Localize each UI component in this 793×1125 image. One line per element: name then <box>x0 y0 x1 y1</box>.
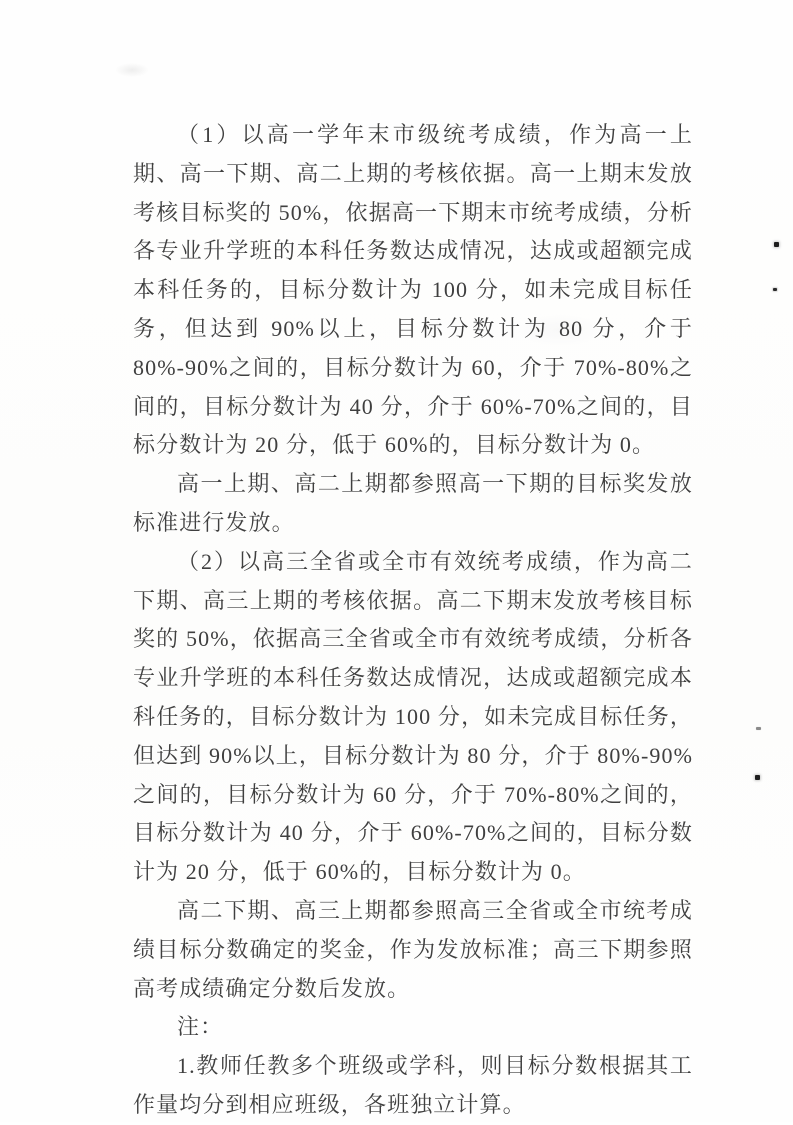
scan-noise-speck <box>755 775 760 780</box>
paragraph-1-criteria-grade1: （1）以高一学年末市级统考成绩，作为高一上期、高一下期、高二上期的考核依据。高一上期末发放考核目标奖的 50%，依据高一下期末市统考成绩，分析各专业升学班的本科任务数达成情况，达成或超额完成本科任务的，目标分数计为 100 分，如未完成目标任务，但达到 90%以上，目标分数计为 80 分，介于 80%-90%之间的，目标分数计为 60，介于 70%-80%之间的，目标分数计为 40 分，介于 60%-70%之间的，目标分数计为 20 分，低于 60%的，目标分数计为 0。 <box>133 122 693 458</box>
scan-noise-speck <box>774 242 779 247</box>
document-body <box>133 116 693 1125</box>
paragraph-4-bonus-standard: 高二下期、高三上期都参照高三全省或全市统考成绩目标分数确定的奖金，作为发放标准；高三下期参照高考成绩确定分数后发放。 <box>133 897 693 1001</box>
scan-noise-speck <box>773 288 777 291</box>
paragraph-3-criteria-grade3: （2）以高三全省或全市有效统考成绩，作为高二下期、高三上期的考核依据。高二下期末发放考核目标奖的 50%，依据高三全省或全市有效统考成绩，分析各专业升学班的本科任务数达成情况，达成或超额完成本科任务的，目标分数计为 100 分，如未完成目标任务，但达到 90%以上，目标分数计为 80 分，介于 80%-90%之间的，目标分数计为 60 分，介于 70%-80%之间的，目标分数计为 40 分，介于 60%-70%之间的，目标分数计为 20 分，低于 60%的，目标分数计为 0。 <box>133 548 693 885</box>
paragraph-2-distribution-standard: 高一上期、高二上期都参照高一下期的目标奖发放标准进行发放。 <box>133 471 693 535</box>
paragraph-6-note-item-1: 1.教师任教多个班级或学科，则目标分数根据其工作量均分到相应班级，各班独立计算。 <box>133 1053 693 1117</box>
paragraph-5-note-heading: 注： <box>177 1014 224 1040</box>
scan-noise-speck <box>756 727 761 730</box>
